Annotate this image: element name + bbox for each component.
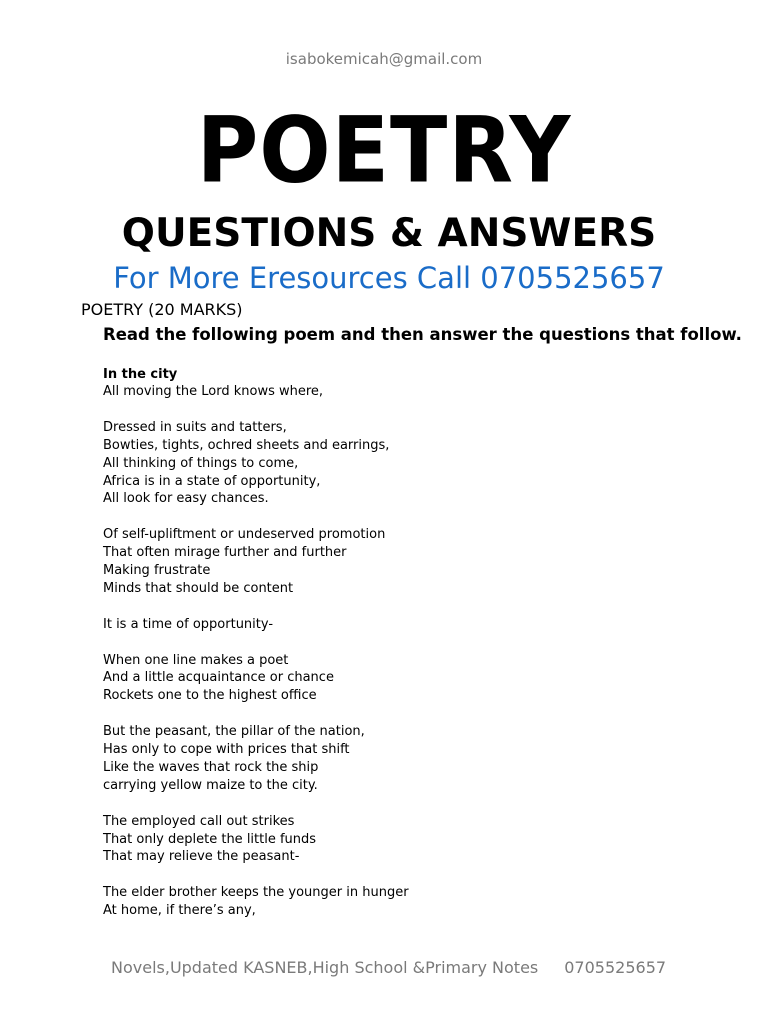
poem (103, 366, 663, 920)
poem-line: The elder brother keeps the younger in hunger (103, 885, 409, 901)
stanza-gap (103, 866, 663, 884)
poem-line: Has only to cope with prices that shift (103, 742, 350, 758)
section-heading: POETRY (20 MARKS) (81, 300, 243, 319)
page-title: POETRY (196, 97, 572, 203)
promo-text: For More Eresources Call 0705525657 (113, 261, 665, 295)
stanza-gap (103, 795, 663, 813)
poem-body (103, 383, 663, 920)
poem-line: That often mirage further and further (103, 545, 347, 561)
poem-line: It is a time of opportunity- (103, 616, 274, 632)
poem-line: When one line makes a poet (103, 652, 289, 668)
poem-line: And a little acquaintance or chance (103, 670, 334, 686)
poem-line: That may relieve the peasant- (103, 849, 300, 865)
poem-line: All moving the Lord knows where, (103, 384, 324, 399)
poem-line: Minds that should be content (103, 580, 294, 596)
instruction-text: Read the following poem and then answer the questions that follow. (103, 325, 742, 344)
footer-phone: 0705525657 (564, 958, 667, 977)
poem-line: All look for easy chances. (103, 491, 269, 507)
poem-line: The employed call out strikes (103, 813, 295, 829)
poem-line: Africa is in a state of opportunity, (103, 473, 321, 489)
poem-line: Bowties, tights, ochred sheets and earrings, (103, 437, 390, 453)
poem-line: That only deplete the little funds (103, 831, 317, 847)
stanza-gap (103, 705, 663, 723)
stanza-gap (103, 598, 663, 616)
header-email: isabokemicah@gmail.com (285, 50, 483, 68)
footer (111, 958, 666, 977)
poem-line: But the peasant, the pillar of the nation, (103, 724, 365, 740)
footer-text: Novels,Updated KASNEB,High School &Primary Notes (111, 958, 539, 977)
poem-title: In the city (103, 367, 178, 382)
poem-line: carrying yellow maize to the city. (103, 777, 318, 793)
poem-line: Of self-upliftment or undeserved promotion (103, 527, 386, 543)
stanza-gap (103, 401, 663, 419)
poem-line: All thinking of things to come, (103, 455, 299, 471)
poem-line: Dressed in suits and tatters, (103, 419, 287, 435)
stanza-gap (103, 634, 663, 652)
page-subtitle: QUESTIONS & ANSWERS (121, 211, 657, 256)
poem-line: Making frustrate (103, 563, 211, 579)
poem-line: At home, if there’s any, (103, 903, 256, 919)
poem-line: Rockets one to the highest office (103, 688, 317, 704)
stanza-gap (103, 508, 663, 526)
poem-line: Like the waves that rock the ship (103, 759, 319, 775)
